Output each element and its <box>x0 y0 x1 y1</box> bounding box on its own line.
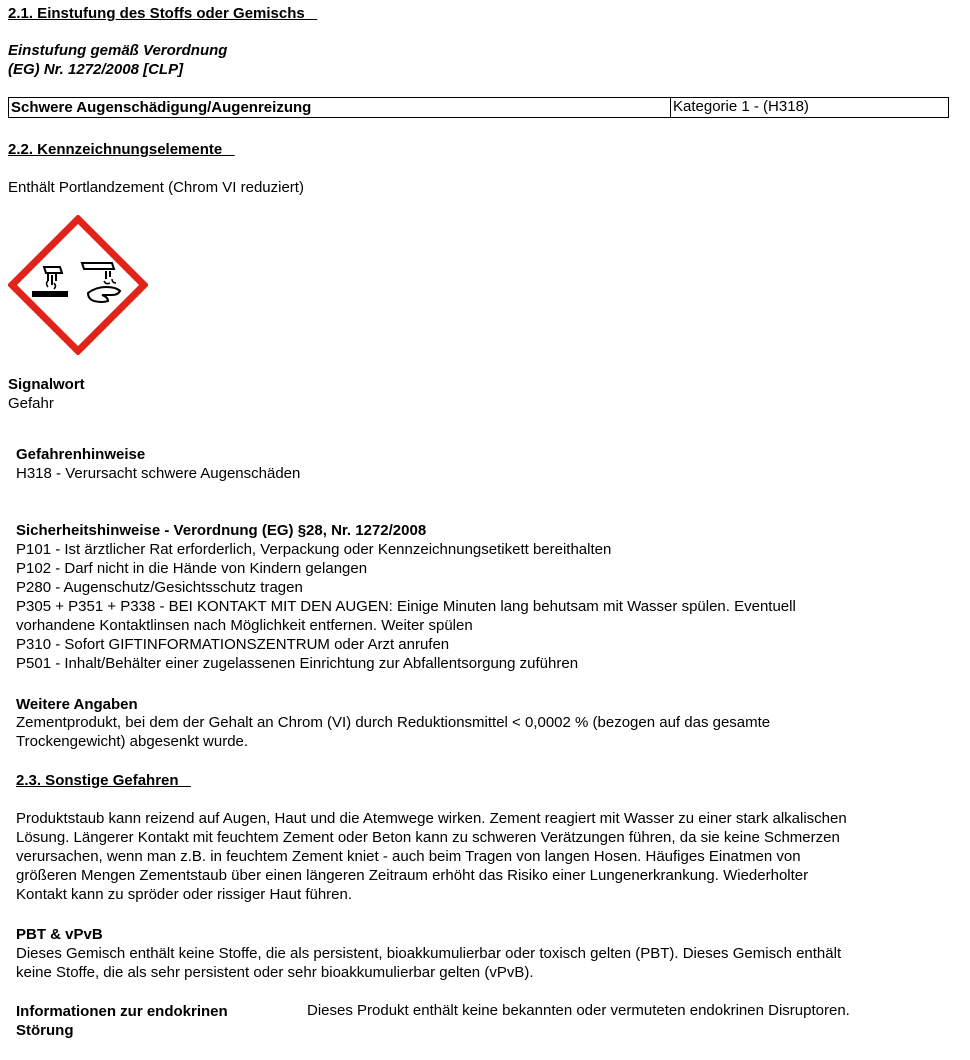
precautionary-statement: P501 - Inhalt/Behälter einer zugelassenen Einrichtung zur Abfallentsorgung zuführen <box>16 655 579 672</box>
text-line: Trockengewicht) abgesenkt wurde. <box>16 733 249 750</box>
endocrine-label-line2: Störung <box>16 1022 74 1039</box>
precautionary-statement: P310 - Sofort GIFTINFORMATIONSZENTRUM oder Arzt anrufen <box>16 636 450 653</box>
contains-statement: Enthält Portlandzement (Chrom VI reduziert) <box>8 179 304 196</box>
classification-table <box>8 97 949 118</box>
text-line: Lösung. Längerer Kontakt mit feuchtem Zement oder Beton kann zu schweren Verätzungen führen, da sie keine Schmerzen <box>16 829 840 846</box>
clp-title-line1: Einstufung gemäß Verordnung <box>8 42 228 59</box>
precautionary-statement: P280 - Augenschutz/Gesichtsschutz tragen <box>16 579 303 596</box>
precautionary-list <box>16 540 956 673</box>
section-2-1-heading: 2.1. Einstufung des Stoffs oder Gemischs <box>8 5 318 22</box>
precautionary-statement: P305 + P351 + P338 - BEI KONTAKT MIT DEN AUGEN: Einige Minuten lang behutsam mit Wasser spülen. Eventuell <box>16 598 796 615</box>
text-line: Dieses Gemisch enthält keine Stoffe, die als persistent, bioakkumulierbar oder toxisch gelten (PBT). Dieses Gemisch enthält <box>16 945 842 962</box>
hazard-category-cell: Kategorie 1 - (H318) <box>673 98 809 115</box>
text-line: Zementprodukt, bei dem der Gehalt an Chrom (VI) durch Reduktionsmittel < 0,0002 % (bezogen auf das gesamte <box>16 714 771 731</box>
precautionary-title: Sicherheitshinweise - Verordnung (EG) §28, Nr. 1272/2008 <box>16 522 427 539</box>
corrosion-pictogram-icon <box>8 215 148 355</box>
hazard-statement: H318 - Verursacht schwere Augenschäden <box>16 465 301 482</box>
other-hazards-text <box>16 809 956 904</box>
section-2-3-heading: 2.3. Sonstige Gefahren <box>16 772 192 789</box>
text-line: größeren Mengen Zementstaub über einen längeren Zeitraum erhöht das Risiko einer Lungenerkrankung. Wiederholter <box>16 867 809 884</box>
hazard-class-cell: Schwere Augenschädigung/Augenreizung <box>9 98 671 117</box>
text-line: Produktstaub kann reizend auf Augen, Haut und die Atemwege wirken. Zement reagiert mit Wasser zu einer stark alkalischen <box>16 810 847 827</box>
further-info-text <box>16 713 956 751</box>
signal-word: Gefahr <box>8 395 54 412</box>
hazard-statements-title: Gefahrenhinweise <box>16 446 146 463</box>
further-info-title: Weitere Angaben <box>16 696 138 713</box>
endocrine-text: Dieses Produkt enthält keine bekannten oder vermuteten endokrinen Disruptoren. <box>307 1002 850 1019</box>
text-line: verursachen, wenn man z.B. in feuchtem Zement kniet - auch beim Tragen von langen Hosen. Häufiges Einatmen von <box>16 848 801 865</box>
precautionary-statement: P102 - Darf nicht in die Hände von Kindern gelangen <box>16 560 368 577</box>
text-line: Kontakt kann zu spröder oder rissiger Haut führen. <box>16 886 353 903</box>
clp-title-line2: (EG) Nr. 1272/2008 [CLP] <box>8 61 184 78</box>
signal-word-label: Signalwort <box>8 376 85 393</box>
precautionary-statement: vorhandene Kontaktlinsen nach Möglichkeit entfernen. Weiter spülen <box>16 617 473 634</box>
text-line: keine Stoffe, die als sehr persistent oder sehr bioakkumulierbar gelten (vPvB). <box>16 964 534 981</box>
pbt-title: PBT & vPvB <box>16 926 103 943</box>
pbt-text <box>16 944 956 982</box>
endocrine-label-line1: Informationen zur endokrinen <box>16 1003 228 1020</box>
endocrine-label <box>16 1002 228 1040</box>
section-2-2-heading: 2.2. Kennzeichnungselemente <box>8 141 235 158</box>
precautionary-statement: P101 - Ist ärztlicher Rat erforderlich, Verpackung oder Kennzeichnungsetikett bereithalten <box>16 541 612 558</box>
